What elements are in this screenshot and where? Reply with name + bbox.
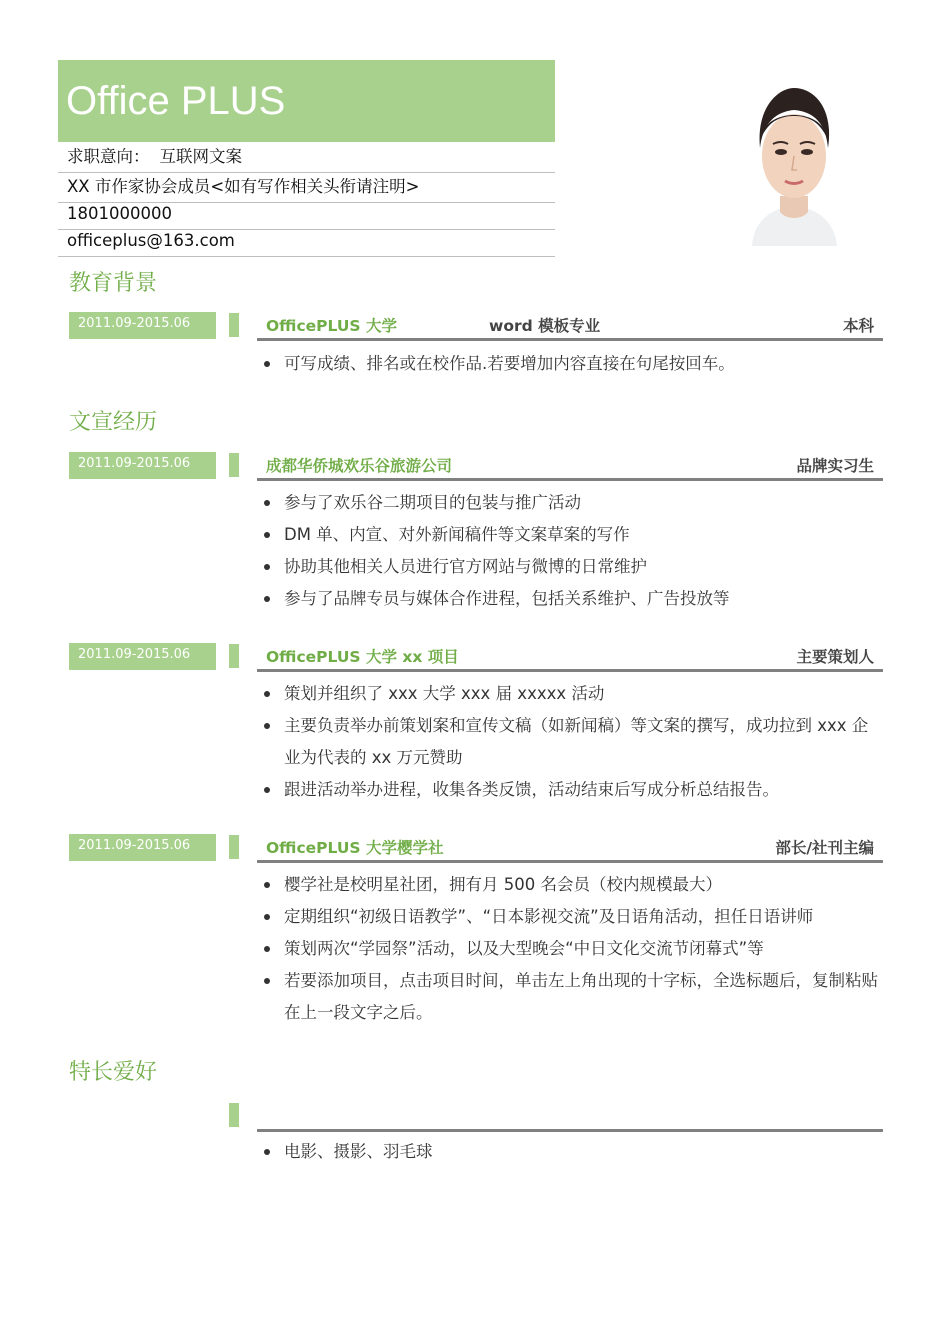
entry-date: 2011.09-2015.06 <box>78 456 191 471</box>
phone-row <box>58 203 555 230</box>
list-item: DM 单、内宣、对外新闻稿件等文案草案的写作 <box>257 519 883 551</box>
job-intent-row <box>58 142 555 173</box>
phone: 1801000000 <box>67 204 172 223</box>
date-box[interactable] <box>69 452 216 479</box>
list-item: 樱学社是校明星社团，拥有月 500 名会员（校内规模最大） <box>257 869 883 901</box>
entry-marker <box>229 453 239 477</box>
title-line: XX 市作家协会成员<如有写作相关头衔请注明> <box>67 177 420 196</box>
list-item: 可写成绩、排名或在校作品.若要增加内容直接在句尾按回车。 <box>257 348 883 380</box>
job-intent-label: 求职意向： <box>67 147 150 166</box>
entry-date: 2011.09-2015.06 <box>78 647 191 662</box>
candidate-name: Office PLUS <box>66 79 286 123</box>
list-item: 电影、摄影、羽毛球 <box>257 1136 883 1168</box>
org-name: 成都华侨城欢乐谷旅游公司 <box>266 457 453 475</box>
section-title-experience: 文宣经历 <box>69 410 158 435</box>
entry-marker <box>229 835 239 859</box>
entry-marker <box>229 1103 239 1127</box>
list-item: 协助其他相关人员进行官方网站与微博的日常维护 <box>257 551 883 583</box>
degree: 本科 <box>842 317 874 335</box>
date-box[interactable] <box>69 834 216 861</box>
entry-header <box>257 1103 883 1132</box>
education-bullets <box>257 348 883 380</box>
email[interactable]: officeplus@163.com <box>67 231 235 250</box>
experience-bullets <box>257 869 883 1029</box>
date-box[interactable] <box>69 312 216 339</box>
list-item: 参与了品牌专员与媒体合作进程，包括关系维护、广告投放等 <box>257 583 883 615</box>
list-item: 跟进活动举办进程，收集各类反馈，活动结束后写成分析总结报告。 <box>257 774 883 806</box>
title-row <box>58 173 555 203</box>
org-name: OfficePLUS 大学 xx 项目 <box>266 648 459 666</box>
experience-bullets <box>257 678 883 806</box>
profile-photo <box>722 78 867 246</box>
role-name: 主要策划人 <box>796 648 874 666</box>
list-item: 主要负责举办前策划案和宣传文稿（如新闻稿）等文案的撰写，成功拉到 xxx 企业为代表的 xx 万元赞助 <box>257 710 883 774</box>
list-item: 定期组织“初级日语教学”、“日本影视交流”及日语角活动，担任日语讲师 <box>257 901 883 933</box>
job-intent-value: 互联网文案 <box>159 147 242 166</box>
entry-header <box>257 452 883 481</box>
list-item: 策划两次“学园祭”活动，以及大型晚会“中日文化交流节闭幕式”等 <box>257 933 883 965</box>
role-name: 部长/社刊主编 <box>775 839 874 857</box>
entry-marker <box>229 644 239 668</box>
list-item: 参与了欢乐谷二期项目的包装与推广活动 <box>257 487 883 519</box>
entry-header <box>257 834 883 863</box>
experience-bullets <box>257 487 883 615</box>
email-row[interactable] <box>58 230 555 257</box>
org-name: OfficePLUS 大学樱学社 <box>266 839 444 857</box>
major-name: word 模板专业 <box>489 317 601 335</box>
entry-date: 2011.09-2015.06 <box>78 316 191 331</box>
list-item: 策划并组织了 xxx 大学 xxx 届 xxxxx 活动 <box>257 678 883 710</box>
hobby-bullets <box>257 1136 883 1168</box>
entry-header <box>257 643 883 672</box>
section-title-hobbies: 特长爱好 <box>69 1060 158 1085</box>
entry-date: 2011.09-2015.06 <box>78 838 191 853</box>
section-title-education: 教育背景 <box>69 271 158 296</box>
entry-marker <box>229 313 239 337</box>
date-box[interactable] <box>69 643 216 670</box>
role-name: 品牌实习生 <box>796 457 874 475</box>
entry-header <box>257 312 883 341</box>
school-name: OfficePLUS 大学 <box>266 317 397 335</box>
name-banner <box>58 60 555 142</box>
list-item: 若要添加项目，点击项目时间，单击左上角出现的十字标，全选标题后，复制粘贴在上一段文字之后。 <box>257 965 883 1029</box>
